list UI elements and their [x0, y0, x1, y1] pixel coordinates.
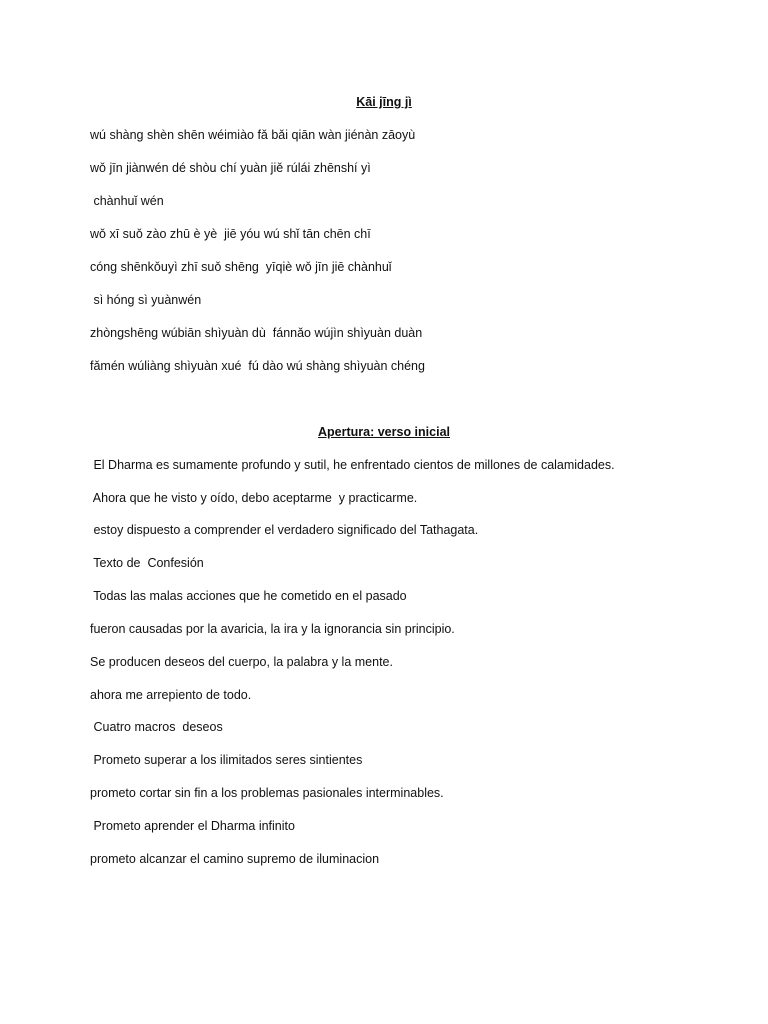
spanish-line: Prometo aprender el Dharma infinito — [90, 819, 295, 833]
spanish-line: Todas las malas acciones que he cometido en el pasado — [90, 589, 407, 603]
spanish-line: Ahora que he visto y oído, debo aceptarme y practicarme. — [90, 491, 418, 505]
pinyin-line: wǒ jīn jiànwén dé shòu chí yuàn jiě rúlái zhēnshí yì — [90, 161, 371, 175]
spanish-line: prometo cortar sin fin a los problemas pasionales interminables. — [90, 786, 444, 800]
pinyin-line: cóng shēnkǒuyì zhī suǒ shēng yīqiè wǒ jīn jiē chànhuǐ — [90, 260, 392, 274]
pinyin-line: wǒ xī suǒ zào zhū è yè jiē yóu wú shǐ tān chēn chī — [90, 227, 371, 241]
spanish-line: estoy dispuesto a comprender el verdadero significado del Tathagata. — [90, 523, 479, 537]
pinyin-line: sì hóng sì yuànwén — [90, 293, 202, 307]
spanish-line: Texto de Confesión — [90, 556, 204, 570]
spanish-line: fueron causadas por la avaricia, la ira y la ignorancia sin principio. — [90, 622, 455, 636]
spanish-line: Cuatro macros deseos — [90, 720, 223, 734]
spanish-line: Prometo superar a los ilimitados seres sintientes — [90, 753, 363, 767]
pinyin-line: fǎmén wúliàng shìyuàn xué fú dào wú shàng shìyuàn chéng — [90, 359, 425, 373]
pinyin-line: zhòngshēng wúbiān shìyuàn dù fánnǎo wújìn shìyuàn duàn — [90, 326, 423, 340]
spanish-line: ahora me arrepiento de todo. — [90, 688, 252, 702]
pinyin-line: wú shàng shèn shēn wéimiào fǎ bǎi qiān wàn jiénàn zāoyù — [90, 128, 416, 142]
spanish-line: El Dharma es sumamente profundo y sutil, he enfrentado cientos de millones de calamidades. — [90, 458, 615, 472]
spanish-line: prometo alcanzar el camino supremo de iluminacion — [90, 852, 380, 866]
pinyin-line: chànhuǐ wén — [90, 194, 164, 208]
section-title-apertura: Apertura: verso inicial — [318, 425, 450, 439]
section-title-kai-jing-ji: Kāi jīng jì — [356, 95, 412, 109]
spanish-line: Se producen deseos del cuerpo, la palabra y la mente. — [90, 655, 393, 669]
